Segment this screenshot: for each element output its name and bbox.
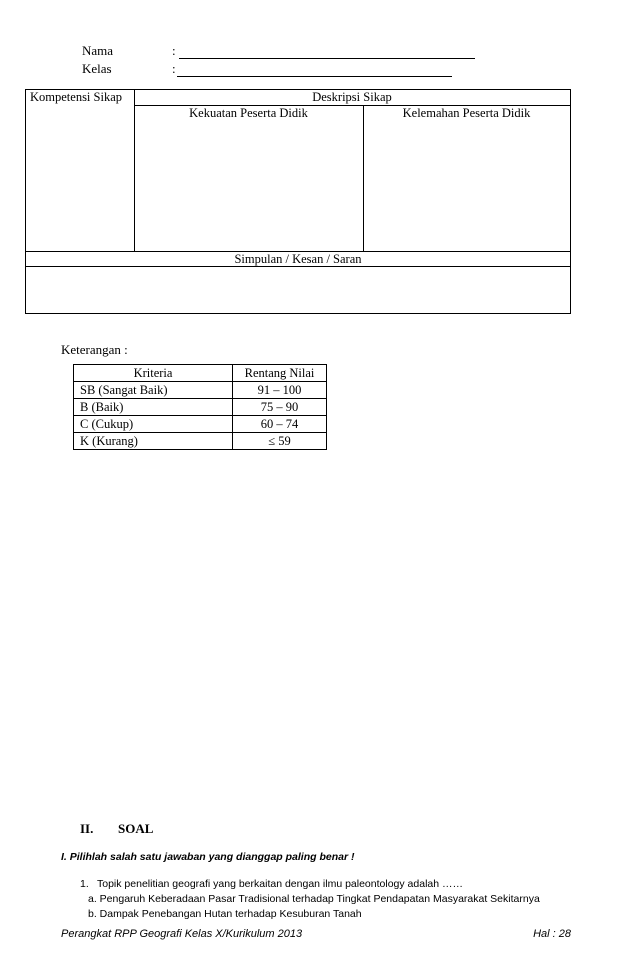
kriteria-cell: K (Kurang) [74, 433, 233, 450]
table-header-row [74, 365, 327, 382]
nama-fill-line [179, 58, 475, 59]
rentang-cell: 75 – 90 [233, 399, 327, 416]
nama-label: Nama [82, 43, 114, 58]
kriteria-cell: SB (Sangat Baik) [74, 382, 233, 399]
criteria-table [73, 364, 327, 450]
header-rentang-nilai: Rentang Nilai [233, 365, 327, 382]
kriteria-cell: B (Baik) [74, 399, 233, 416]
keterangan-label: Keterangan : [61, 342, 128, 357]
divider [363, 106, 364, 251]
rentang-cell: 91 – 100 [233, 382, 327, 399]
option-a: a. Pengaruh Keberadaan Pasar Tradisional terhadap Tingkat Pendapatan Masyarakat Sekitarnya [88, 893, 540, 905]
header-kelemahan: Kelemahan Peserta Didik [402, 106, 531, 120]
table-row [74, 382, 327, 399]
table-row [74, 433, 327, 450]
section-title: SOAL [118, 821, 154, 836]
table-row [74, 399, 327, 416]
rentang-cell: ≤ 59 [233, 433, 327, 450]
kriteria-cell: C (Cukup) [74, 416, 233, 433]
footer-title: Perangkat RPP Geografi Kelas X/Kurikulum 2013 [61, 928, 303, 940]
question-number: 1. [80, 878, 89, 890]
option-b: b. Dampak Penebangan Hutan terhadap Kesuburan Tanah [88, 908, 362, 920]
rentang-cell: 60 – 74 [233, 416, 327, 433]
nama-colon: : [172, 43, 176, 58]
row-simpulan: Simpulan / Kesan / Saran [234, 252, 362, 266]
kelas-fill-line [177, 76, 452, 77]
header-kompetensi-sikap: Kompetensi Sikap [30, 90, 123, 104]
question-text: Topik penelitian geografi yang berkaitan dengan ilmu paleontology adalah …… [97, 878, 463, 890]
instruction-text: I. Pilihlah salah satu jawaban yang dianggap paling benar ! [61, 851, 355, 863]
header-deskripsi-sikap: Deskripsi Sikap [312, 90, 392, 104]
kelas-colon: : [172, 61, 176, 76]
header-kriteria: Kriteria [74, 365, 233, 382]
section-number: II. [80, 821, 94, 836]
page-number: Hal : 28 [533, 928, 571, 940]
table-row [74, 416, 327, 433]
sikap-table [25, 89, 571, 314]
kelas-label: Kelas [82, 61, 112, 76]
header-kekuatan: Kekuatan Peserta Didik [189, 106, 308, 120]
